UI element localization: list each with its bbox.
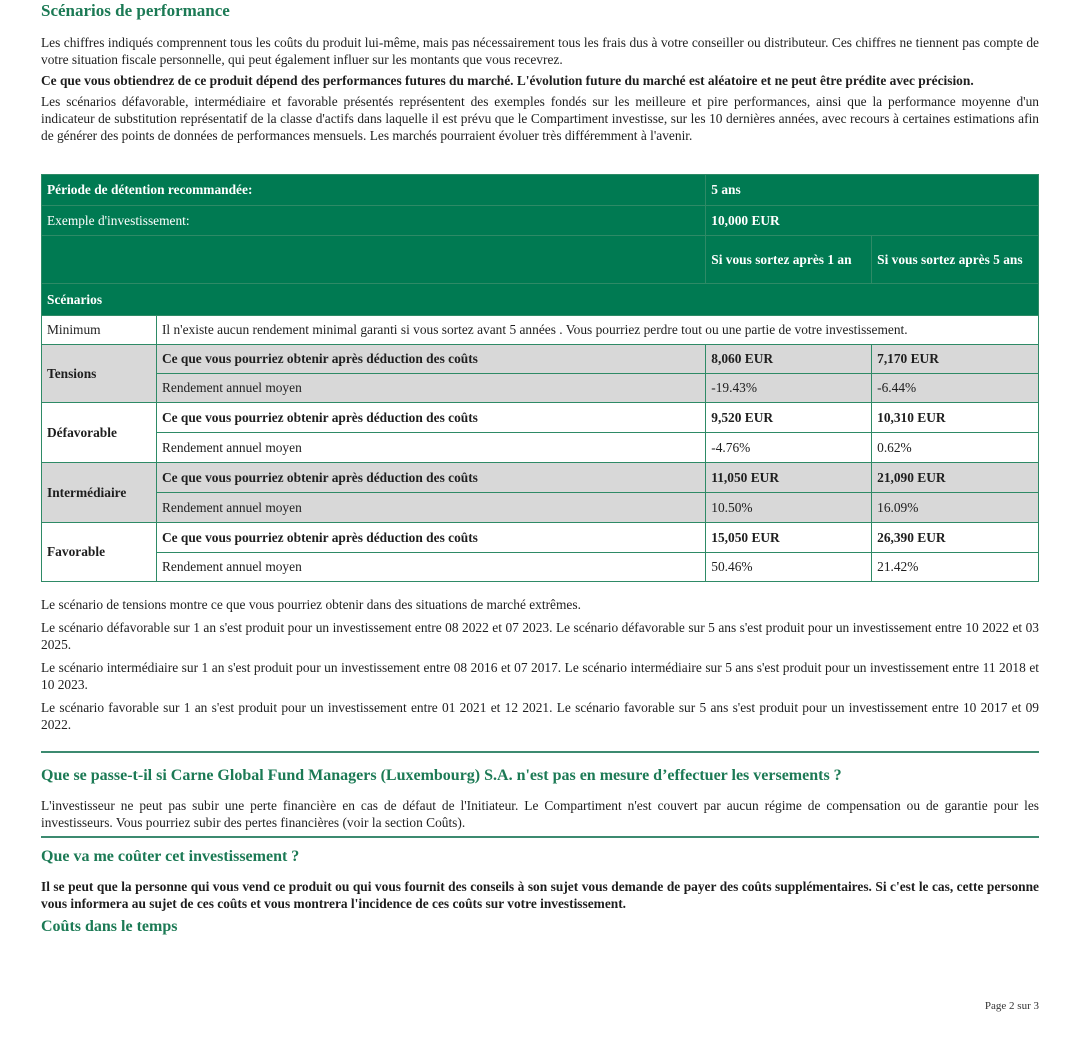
table-row	[42, 345, 1039, 374]
return-1yr: -19.43%	[706, 374, 872, 403]
return-5yr: -6.44%	[872, 374, 1039, 403]
return-label: Rendement annuel moyen	[156, 374, 705, 403]
performance-scenarios-paragraph: Les scénarios défavorable, intermédiaire et favorable présentés représentent des exemples fondés sur les meilleure et pire performances, ainsi que la performance moyenne d'un indicateur de substitution représentatif de la classe d'actifs dans laquelle il est prévu que le Compartiment investisse, sur les 10 dernières années, avec recours à certaines estimations afin de générer des points de données de performances mensuels. Les marchés pourraient évoluer très différemment à l'avenir.	[41, 94, 1039, 143]
section-divider	[41, 836, 1039, 838]
document-page	[41, 0, 1039, 935]
table-header-row	[42, 236, 1039, 284]
column-header-1yr: Si vous sortez après 1 an	[706, 236, 872, 284]
empty-header-cell	[42, 236, 706, 284]
amount-5yr: 7,170 EUR	[872, 345, 1039, 374]
amount-5yr: 21,090 EUR	[872, 463, 1039, 493]
table-row	[42, 374, 1039, 403]
performance-warning-paragraph: Ce que vous obtiendrez de ce produit dépend des performances futures du marché. L'évolution future du marché est aléatoire et ne peut être prédite avec précision.	[41, 73, 974, 88]
scenarios-label: Scénarios	[42, 284, 1039, 316]
note-tensions: Le scénario de tensions montre ce que vous pourriez obtenir dans des situations de marché extrêmes.	[41, 597, 581, 612]
amount-5yr: 10,310 EUR	[872, 403, 1039, 433]
table-header-row	[42, 175, 1039, 206]
return-1yr: 10.50%	[706, 493, 872, 523]
scenario-name: Tensions	[42, 345, 157, 403]
note-defavorable: Le scénario défavorable sur 1 an s'est produit pour un investissement entre 08 2022 et 07 2023. Le scénario défavorable sur 5 ans s'est produit pour un investissement entre 10 2022 et 03 2025.	[41, 620, 1039, 652]
holding-period-value: 5 ans	[706, 175, 1039, 206]
amount-label: Ce que vous pourriez obtenir après déduction des coûts	[156, 523, 705, 553]
amount-1yr: 8,060 EUR	[706, 345, 872, 374]
section-title-default: Que se passe-t-il si Carne Global Fund Managers (Luxembourg) S.A. n'est pas en mesure d’effectuer les versements ?	[41, 767, 842, 784]
table-row	[42, 463, 1039, 493]
default-paragraph: L'investisseur ne peut pas subir une perte financière en cas de défaut de l'Initiateur. Le Compartiment n'est couvert par aucun régime de compensation ou de garantie pour les investisseurs. Vous pourriez subir des pertes financières (voir la section Coûts).	[41, 798, 1039, 830]
page-number: Page 2 sur 3	[984, 1000, 1039, 1012]
return-label: Rendement annuel moyen	[156, 553, 705, 582]
return-5yr: 16.09%	[872, 493, 1039, 523]
return-label: Rendement annuel moyen	[156, 433, 705, 463]
scenario-name: Défavorable	[42, 403, 157, 463]
scenario-name: Minimum	[42, 316, 157, 345]
note-favorable: Le scénario favorable sur 1 an s'est produit pour un investissement entre 01 2021 et 12 2021. Le scénario favorable sur 5 ans s'est produit pour un investissement entre 10 2017 et 09 2022.	[41, 700, 1039, 732]
investment-label: Exemple d'investissement:	[42, 206, 706, 236]
minimum-text: Il n'existe aucun rendement minimal garanti si vous sortez avant 5 années . Vous pourriez perdre tout ou une partie de votre investissement.	[156, 316, 1038, 345]
amount-1yr: 15,050 EUR	[706, 523, 872, 553]
return-label: Rendement annuel moyen	[156, 493, 705, 523]
amount-1yr: 9,520 EUR	[706, 403, 872, 433]
scenario-notes	[41, 596, 1039, 739]
table-row-minimum	[42, 316, 1039, 345]
table-row	[42, 523, 1039, 553]
table-row	[42, 553, 1039, 582]
section-subtitle-costs-over-time: Coûts dans le temps	[41, 918, 178, 935]
table-header-row	[42, 284, 1039, 316]
note-intermediaire: Le scénario intermédiaire sur 1 an s'est produit pour un investissement entre 08 2016 et 07 2017. Le scénario intermédiaire sur 5 ans s'est produit pour un investissement entre 11 2018 et 10 2023.	[41, 660, 1039, 692]
table-row	[42, 493, 1039, 523]
table-row	[42, 403, 1039, 433]
section-divider	[41, 751, 1039, 753]
scenario-name: Intermédiaire	[42, 463, 157, 523]
scenario-name: Favorable	[42, 523, 157, 582]
amount-label: Ce que vous pourriez obtenir après déduction des coûts	[156, 403, 705, 433]
return-1yr: -4.76%	[706, 433, 872, 463]
return-1yr: 50.46%	[706, 553, 872, 582]
performance-scenarios-table	[41, 174, 1039, 582]
performance-intro-paragraph: Les chiffres indiqués comprennent tous les coûts du produit lui-même, mais pas nécessairement tous les frais dus à votre conseiller ou distributeur. Ces chiffres ne tiennent pas compte de votre situation fiscale personnelle, qui peut également influer sur les montants que vous recevrez.	[41, 35, 1039, 67]
column-header-5yr: Si vous sortez après 5 ans	[872, 236, 1039, 284]
amount-5yr: 26,390 EUR	[872, 523, 1039, 553]
amount-label: Ce que vous pourriez obtenir après déduction des coûts	[156, 463, 705, 493]
return-5yr: 0.62%	[872, 433, 1039, 463]
section-title-costs: Que va me coûter cet investissement ?	[41, 848, 300, 865]
costs-paragraph: Il se peut que la personne qui vous vend ce produit ou qui vous fournit des conseils à son sujet vous demande de payer des coûts supplémentaires. Si c'est le cas, cette personne vous informera au sujet de ces coûts et vous montrera l'incidence de ces coûts sur votre investissement.	[41, 879, 1039, 911]
section-default	[41, 751, 1039, 937]
amount-label: Ce que vous pourriez obtenir après déduction des coûts	[156, 345, 705, 374]
amount-1yr: 11,050 EUR	[706, 463, 872, 493]
investment-value: 10,000 EUR	[706, 206, 1039, 236]
section-title-performance: Scénarios de performance	[41, 1, 230, 20]
table-header-row	[42, 206, 1039, 236]
table-row	[42, 433, 1039, 463]
return-5yr: 21.42%	[872, 553, 1039, 582]
holding-period-label: Période de détention recommandée:	[42, 175, 706, 206]
